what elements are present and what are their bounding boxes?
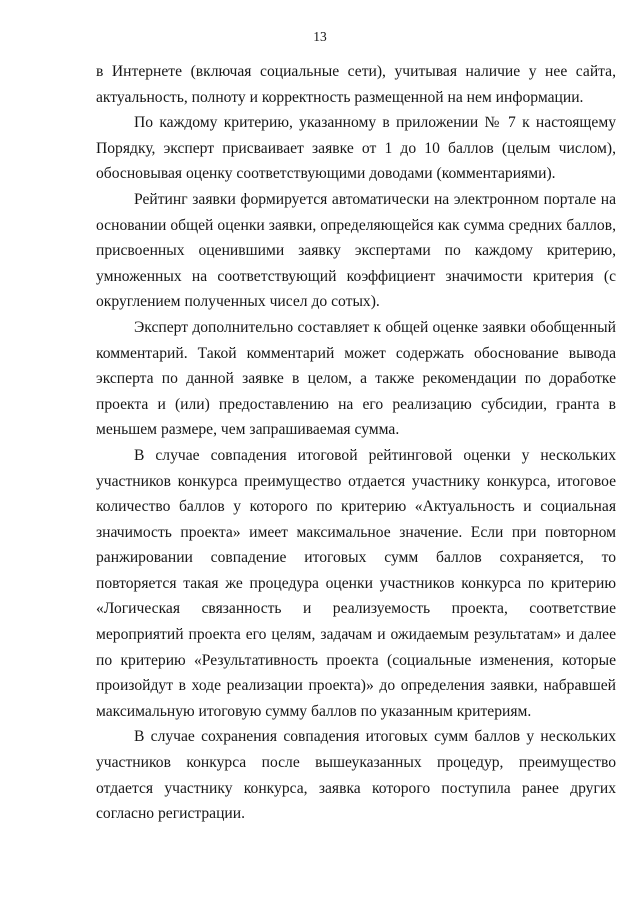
paragraph-continuation: в Интернете (включая социальные сети), учитывая наличие у нее сайта, актуальность, полноту и корректность размещенной на нем информации. <box>96 63 616 106</box>
page-number: 13 <box>313 29 327 44</box>
paragraph-tie-break-registration: В случае сохранения совпадения итоговых сумм баллов у нескольких участников конкурса после вышеуказанных процедур, преимущество отдается участнику конкурса, заявка которого поступила ранее других согласно регистрации. <box>96 728 616 823</box>
paragraph-expert-comment: Эксперт дополнительно составляет к общей оценке заявки обобщенный комментарий. Такой комментарий может содержать обоснование вывода эксперта по данной заявке в целом, а также рекомендации по доработке проекта и (или) предоставлению на его реализацию субсидии, гранта в меньшем размере, чем запрашиваемая сумма. <box>96 318 616 439</box>
paragraph-rating-formation: Рейтинг заявки формируется автоматически на электронном портале на основании общей оценки заявки, определяющейся как сумма средних баллов, присвоенных оценившими заявку экспертами по каждому критерию, умноженных на соответствующий коэффициент значимости критерия (с округлением полученных чисел до сотых). <box>96 190 616 311</box>
paragraph-scoring-rule: По каждому критерию, указанному в приложении № 7 к настоящему Порядку, эксперт присваивает заявке от 1 до 10 баллов (целым числом), обосновывая оценку соответствующими доводами (комментариями). <box>96 114 616 183</box>
paragraph-tie-break-criteria: В случае совпадения итоговой рейтинговой оценки у нескольких участников конкурса преимущество отдается участнику конкурса, итоговое количество баллов у которого по критерию «Актуальность и социальная значимость проекта» имеет максимальное значение. Если при повторном ранжировании совпадение итоговых сумм баллов сохраняется, то повторяется такая же процедура оценки участников конкурса по критерию «Логическая связанность и реализуемость проекта, соответствие мероприятий проекта его целям, задачам и ожидаемым результатам» и далее по критерию «Результативность проекта (социальные изменения, которые произойдут в ходе реализации проекта)» до определения заявки, набравшей максимальную итоговую сумму баллов по указанным критериям. <box>96 446 616 720</box>
document-body <box>96 59 616 827</box>
